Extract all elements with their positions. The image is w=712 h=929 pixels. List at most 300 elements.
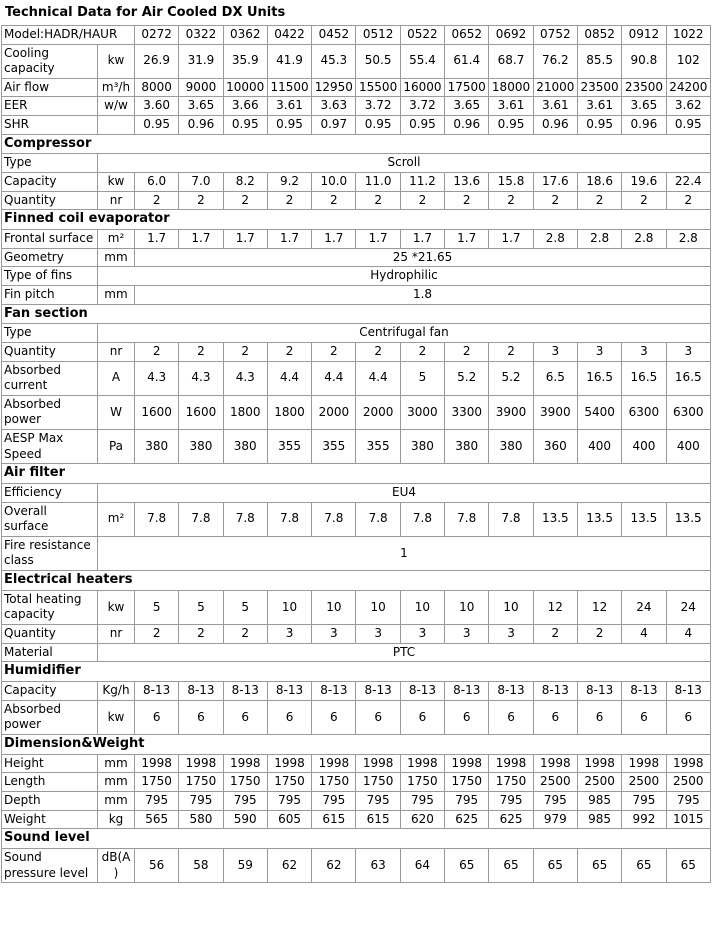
row-unit: A [98,361,135,395]
cell-value: 35.9 [223,44,267,78]
cell-value: 8-13 [179,682,223,701]
row-label: SHR [2,115,98,134]
cell-value: 0.95 [666,115,710,134]
cell-value: 4.3 [135,361,179,395]
cell-value: 2 [577,191,621,210]
cell-value: 795 [312,792,356,811]
cell-value: 0.96 [179,115,223,134]
row-label: Fin pitch [2,285,98,304]
row-label: Weight [2,810,98,829]
row-unit: mm [98,792,135,811]
cell-value: 0.96 [622,115,666,134]
cell-value: 65 [577,849,621,883]
section-row [2,464,711,484]
cell-value: 2000 [356,395,400,429]
data-row [2,97,711,116]
cell-value: 0.96 [445,115,489,134]
cell-value: 8000 [135,78,179,97]
section-title: Air filter [2,464,711,484]
cell-value: 7.8 [135,502,179,536]
cell-value: 6 [577,700,621,734]
cell-value: 10 [356,590,400,624]
data-row [2,625,711,644]
cell-value: 979 [533,810,577,829]
cell-value: 2 [223,625,267,644]
cell-value: 0.95 [489,115,533,134]
row-unit: kg [98,810,135,829]
model-header-label: Model:HADR/HAUR [2,26,135,45]
cell-value: 4.4 [356,361,400,395]
cell-value: 2.8 [577,230,621,249]
cell-value: 16000 [400,78,444,97]
cell-value: 7.8 [445,502,489,536]
cell-value: 2 [356,342,400,361]
cell-value: 795 [356,792,400,811]
cell-value: 7.8 [489,502,533,536]
cell-value: 6 [312,700,356,734]
cell-value: 65 [533,849,577,883]
cell-value: 2 [179,625,223,644]
model-header-value: 0512 [356,26,400,45]
cell-value: 1998 [135,754,179,773]
model-header-value: 0322 [179,26,223,45]
cell-value: 3.65 [445,97,489,116]
cell-value: 4.3 [179,361,223,395]
cell-value: 1.7 [445,230,489,249]
row-unit: Kg/h [98,682,135,701]
cell-value: 1750 [400,773,444,792]
data-row [2,115,711,134]
cell-value: 1.7 [223,230,267,249]
cell-value: 10.0 [312,173,356,192]
row-label: Capacity [2,173,98,192]
cell-value: 1750 [489,773,533,792]
row-label: Frontal surface [2,230,98,249]
cell-value: 1750 [135,773,179,792]
cell-value: 2500 [533,773,577,792]
model-header-value: 1022 [666,26,710,45]
cell-value: 3 [356,625,400,644]
span-row [2,536,711,570]
cell-value: 11.2 [400,173,444,192]
row-unit: nr [98,342,135,361]
cell-value: 1998 [622,754,666,773]
cell-value: 1.7 [356,230,400,249]
span-row [2,643,711,662]
cell-value: 565 [135,810,179,829]
cell-value: 58 [179,849,223,883]
cell-value: 6 [267,700,311,734]
data-row [2,173,711,192]
cell-value: 12 [533,590,577,624]
cell-value: 15.8 [489,173,533,192]
cell-value: 1.7 [267,230,311,249]
cell-value: 64 [400,849,444,883]
cell-value: 13.5 [666,502,710,536]
row-unit: kw [98,700,135,734]
cell-value: 1600 [179,395,223,429]
cell-value: 7.8 [179,502,223,536]
cell-value: 9000 [179,78,223,97]
cell-value: 15500 [356,78,400,97]
cell-value: 7.0 [179,173,223,192]
row-unit: kw [98,173,135,192]
cell-value: 6 [666,700,710,734]
row-label: Fire resistance class [2,536,98,570]
cell-value: 2500 [622,773,666,792]
data-row [2,395,711,429]
cell-value: 3 [533,342,577,361]
cell-value: 6 [400,700,444,734]
row-unit: m² [98,230,135,249]
row-unit: mm [98,773,135,792]
cell-value: 8-13 [135,682,179,701]
cell-value: 5.2 [489,361,533,395]
cell-value: 7.8 [356,502,400,536]
cell-value: 380 [489,429,533,463]
model-header-value: 0652 [445,26,489,45]
cell-value: 17.6 [533,173,577,192]
cell-value: 65 [489,849,533,883]
cell-value: 3.61 [533,97,577,116]
cell-value: 1600 [135,395,179,429]
data-row [2,342,711,361]
cell-value: 8-13 [533,682,577,701]
page-title: Technical Data for Air Cooled DX Units [5,5,286,20]
cell-value: 1750 [445,773,489,792]
cell-value: 11500 [267,78,311,97]
cell-value: 61.4 [445,44,489,78]
row-label: Capacity [2,682,98,701]
cell-value: 8-13 [223,682,267,701]
cell-value: 795 [666,792,710,811]
cell-value: 3.60 [135,97,179,116]
cell-value: 24 [666,590,710,624]
row-unit: mm [98,285,135,304]
cell-value: 5 [135,590,179,624]
cell-value: 1800 [267,395,311,429]
cell-value: 56 [135,849,179,883]
cell-value: 1998 [445,754,489,773]
cell-value: 2 [135,625,179,644]
cell-value: 7.8 [400,502,444,536]
data-row [2,78,711,97]
cell-value: 355 [356,429,400,463]
cell-value: 13.5 [533,502,577,536]
section-row [2,304,711,324]
cell-value: 8-13 [666,682,710,701]
cell-value: 1998 [267,754,311,773]
cell-value: 0.95 [135,115,179,134]
cell-value: 1750 [223,773,267,792]
row-unit: Pa [98,429,135,463]
cell-value: 400 [577,429,621,463]
cell-value: 3 [400,625,444,644]
cell-value: 76.2 [533,44,577,78]
cell-value: 2 [135,191,179,210]
cell-value: 615 [312,810,356,829]
cell-value: 1998 [533,754,577,773]
cell-value: 16.5 [577,361,621,395]
data-row [2,429,711,463]
cell-value: 65 [666,849,710,883]
data-row [2,754,711,773]
cell-value: 3 [622,342,666,361]
data-row [2,361,711,395]
row-label: Type of fins [2,267,98,286]
row-label: Absorbed power [2,700,98,734]
model-header-value: 0752 [533,26,577,45]
span-value: Centrifugal fan [98,324,711,343]
cell-value: 8-13 [356,682,400,701]
cell-value: 590 [223,810,267,829]
cell-value: 2 [267,191,311,210]
cell-value: 0.95 [577,115,621,134]
cell-value: 0.97 [312,115,356,134]
cell-value: 0.95 [267,115,311,134]
cell-value: 2.8 [533,230,577,249]
cell-value: 0.95 [223,115,267,134]
cell-value: 6 [445,700,489,734]
cell-value: 795 [445,792,489,811]
cell-value: 22.4 [666,173,710,192]
cell-value: 1750 [267,773,311,792]
cell-value: 2 [312,342,356,361]
cell-value: 7.8 [223,502,267,536]
cell-value: 50.5 [356,44,400,78]
cell-value: 4.4 [312,361,356,395]
span-value: Hydrophilic [98,267,711,286]
row-unit: dB(A) [98,849,135,883]
cell-value: 2 [135,342,179,361]
cell-value: 90.8 [622,44,666,78]
cell-value: 1998 [312,754,356,773]
cell-value: 2 [356,191,400,210]
cell-value: 380 [445,429,489,463]
row-unit [98,115,135,134]
cell-value: 3 [445,625,489,644]
row-unit: w/w [98,97,135,116]
cell-value: 380 [400,429,444,463]
cell-value: 1750 [312,773,356,792]
span-row [2,154,711,173]
cell-value: 1998 [356,754,400,773]
cell-value: 2 [223,342,267,361]
model-header-value: 0452 [312,26,356,45]
model-header-value: 0522 [400,26,444,45]
cell-value: 13.6 [445,173,489,192]
section-title: Electrical heaters [2,571,711,591]
cell-value: 3900 [533,395,577,429]
row-label: Type [2,154,98,173]
cell-value: 3.61 [577,97,621,116]
cell-value: 2500 [666,773,710,792]
row-unit: mm [98,754,135,773]
span-value: EU4 [98,484,711,503]
cell-value: 3 [666,342,710,361]
cell-value: 16.5 [622,361,666,395]
cell-value: 2500 [577,773,621,792]
cell-value: 795 [400,792,444,811]
section-row [2,829,711,849]
cell-value: 8-13 [622,682,666,701]
cell-value: 8-13 [312,682,356,701]
cell-value: 55.4 [400,44,444,78]
cell-value: 3.65 [179,97,223,116]
cell-value: 795 [622,792,666,811]
cell-value: 795 [489,792,533,811]
data-row [2,44,711,78]
cell-value: 2 [179,191,223,210]
cell-value: 1750 [179,773,223,792]
cell-value: 24200 [666,78,710,97]
cell-value: 615 [356,810,400,829]
row-unit: W [98,395,135,429]
cell-value: 24 [622,590,666,624]
row-label: Air flow [2,78,98,97]
cell-value: 2000 [312,395,356,429]
row-label: EER [2,97,98,116]
spec-table [1,25,711,883]
cell-value: 21000 [533,78,577,97]
section-row [2,734,711,754]
span-value: Scroll [98,154,711,173]
section-title: Compressor [2,134,711,154]
cell-value: 1750 [356,773,400,792]
cell-value: 5400 [577,395,621,429]
row-label: Type [2,324,98,343]
cell-value: 2 [445,342,489,361]
cell-value: 400 [666,429,710,463]
cell-value: 16.5 [666,361,710,395]
cell-value: 6 [356,700,400,734]
cell-value: 3 [267,625,311,644]
cell-value: 68.7 [489,44,533,78]
cell-value: 2 [533,625,577,644]
cell-value: 10 [445,590,489,624]
cell-value: 2 [400,191,444,210]
cell-value: 13.5 [577,502,621,536]
cell-value: 13.5 [622,502,666,536]
cell-value: 23500 [577,78,621,97]
cell-value: 3.63 [312,97,356,116]
cell-value: 795 [223,792,267,811]
cell-value: 26.9 [135,44,179,78]
row-unit: nr [98,625,135,644]
row-unit: kw [98,590,135,624]
span-row [2,324,711,343]
data-row [2,849,711,883]
cell-value: 1.7 [179,230,223,249]
cell-value: 400 [622,429,666,463]
data-row [2,810,711,829]
row-unit: kw [98,44,135,78]
cell-value: 1800 [223,395,267,429]
cell-value: 605 [267,810,311,829]
model-header-value: 0852 [577,26,621,45]
cell-value: 3.66 [223,97,267,116]
cell-value: 2 [223,191,267,210]
cell-value: 12 [577,590,621,624]
model-header-value: 0362 [223,26,267,45]
cell-value: 65 [445,849,489,883]
cell-value: 3 [489,625,533,644]
cell-value: 102 [666,44,710,78]
cell-value: 2 [622,191,666,210]
row-unit: mm [98,248,135,267]
cell-value: 1998 [666,754,710,773]
section-row [2,134,711,154]
cell-value: 23500 [622,78,666,97]
cell-value: 992 [622,810,666,829]
cell-value: 8-13 [577,682,621,701]
cell-value: 5 [223,590,267,624]
cell-value: 1998 [179,754,223,773]
cell-value: 3.72 [400,97,444,116]
cell-value: 62 [267,849,311,883]
row-label: Absorbed current [2,361,98,395]
span-value: 1.8 [135,285,711,304]
cell-value: 65 [622,849,666,883]
cell-value: 5.2 [445,361,489,395]
row-label: Overall surface [2,502,98,536]
cell-value: 6 [135,700,179,734]
cell-value: 985 [577,792,621,811]
header-row [2,26,711,45]
data-row [2,773,711,792]
cell-value: 2 [577,625,621,644]
row-label: Length [2,773,98,792]
cell-value: 4.3 [223,361,267,395]
cell-value: 4 [666,625,710,644]
cell-value: 1998 [489,754,533,773]
cell-value: 6 [179,700,223,734]
section-row [2,662,711,682]
cell-value: 2 [445,191,489,210]
cell-value: 3.62 [666,97,710,116]
data-row [2,590,711,624]
cell-value: 1.7 [489,230,533,249]
cell-value: 1.7 [312,230,356,249]
cell-value: 795 [533,792,577,811]
data-row [2,502,711,536]
cell-value: 2 [489,342,533,361]
cell-value: 795 [267,792,311,811]
cell-value: 7.8 [267,502,311,536]
cell-value: 19.6 [622,173,666,192]
data-row [2,682,711,701]
spec-table-body [2,26,711,883]
cell-value: 0.96 [533,115,577,134]
cell-value: 8-13 [445,682,489,701]
cell-value: 2 [312,191,356,210]
cell-value: 3300 [445,395,489,429]
cell-value: 4.4 [267,361,311,395]
cell-value: 4 [622,625,666,644]
cell-value: 985 [577,810,621,829]
cell-value: 3.72 [356,97,400,116]
section-title: Humidifier [2,662,711,682]
cell-value: 10 [400,590,444,624]
cell-value: 1.7 [400,230,444,249]
cell-value: 3.65 [622,97,666,116]
cell-value: 3 [312,625,356,644]
span-value: 1 [98,536,711,570]
cell-value: 17500 [445,78,489,97]
cell-value: 63 [356,849,400,883]
cell-value: 0.95 [400,115,444,134]
row-label: Quantity [2,191,98,210]
